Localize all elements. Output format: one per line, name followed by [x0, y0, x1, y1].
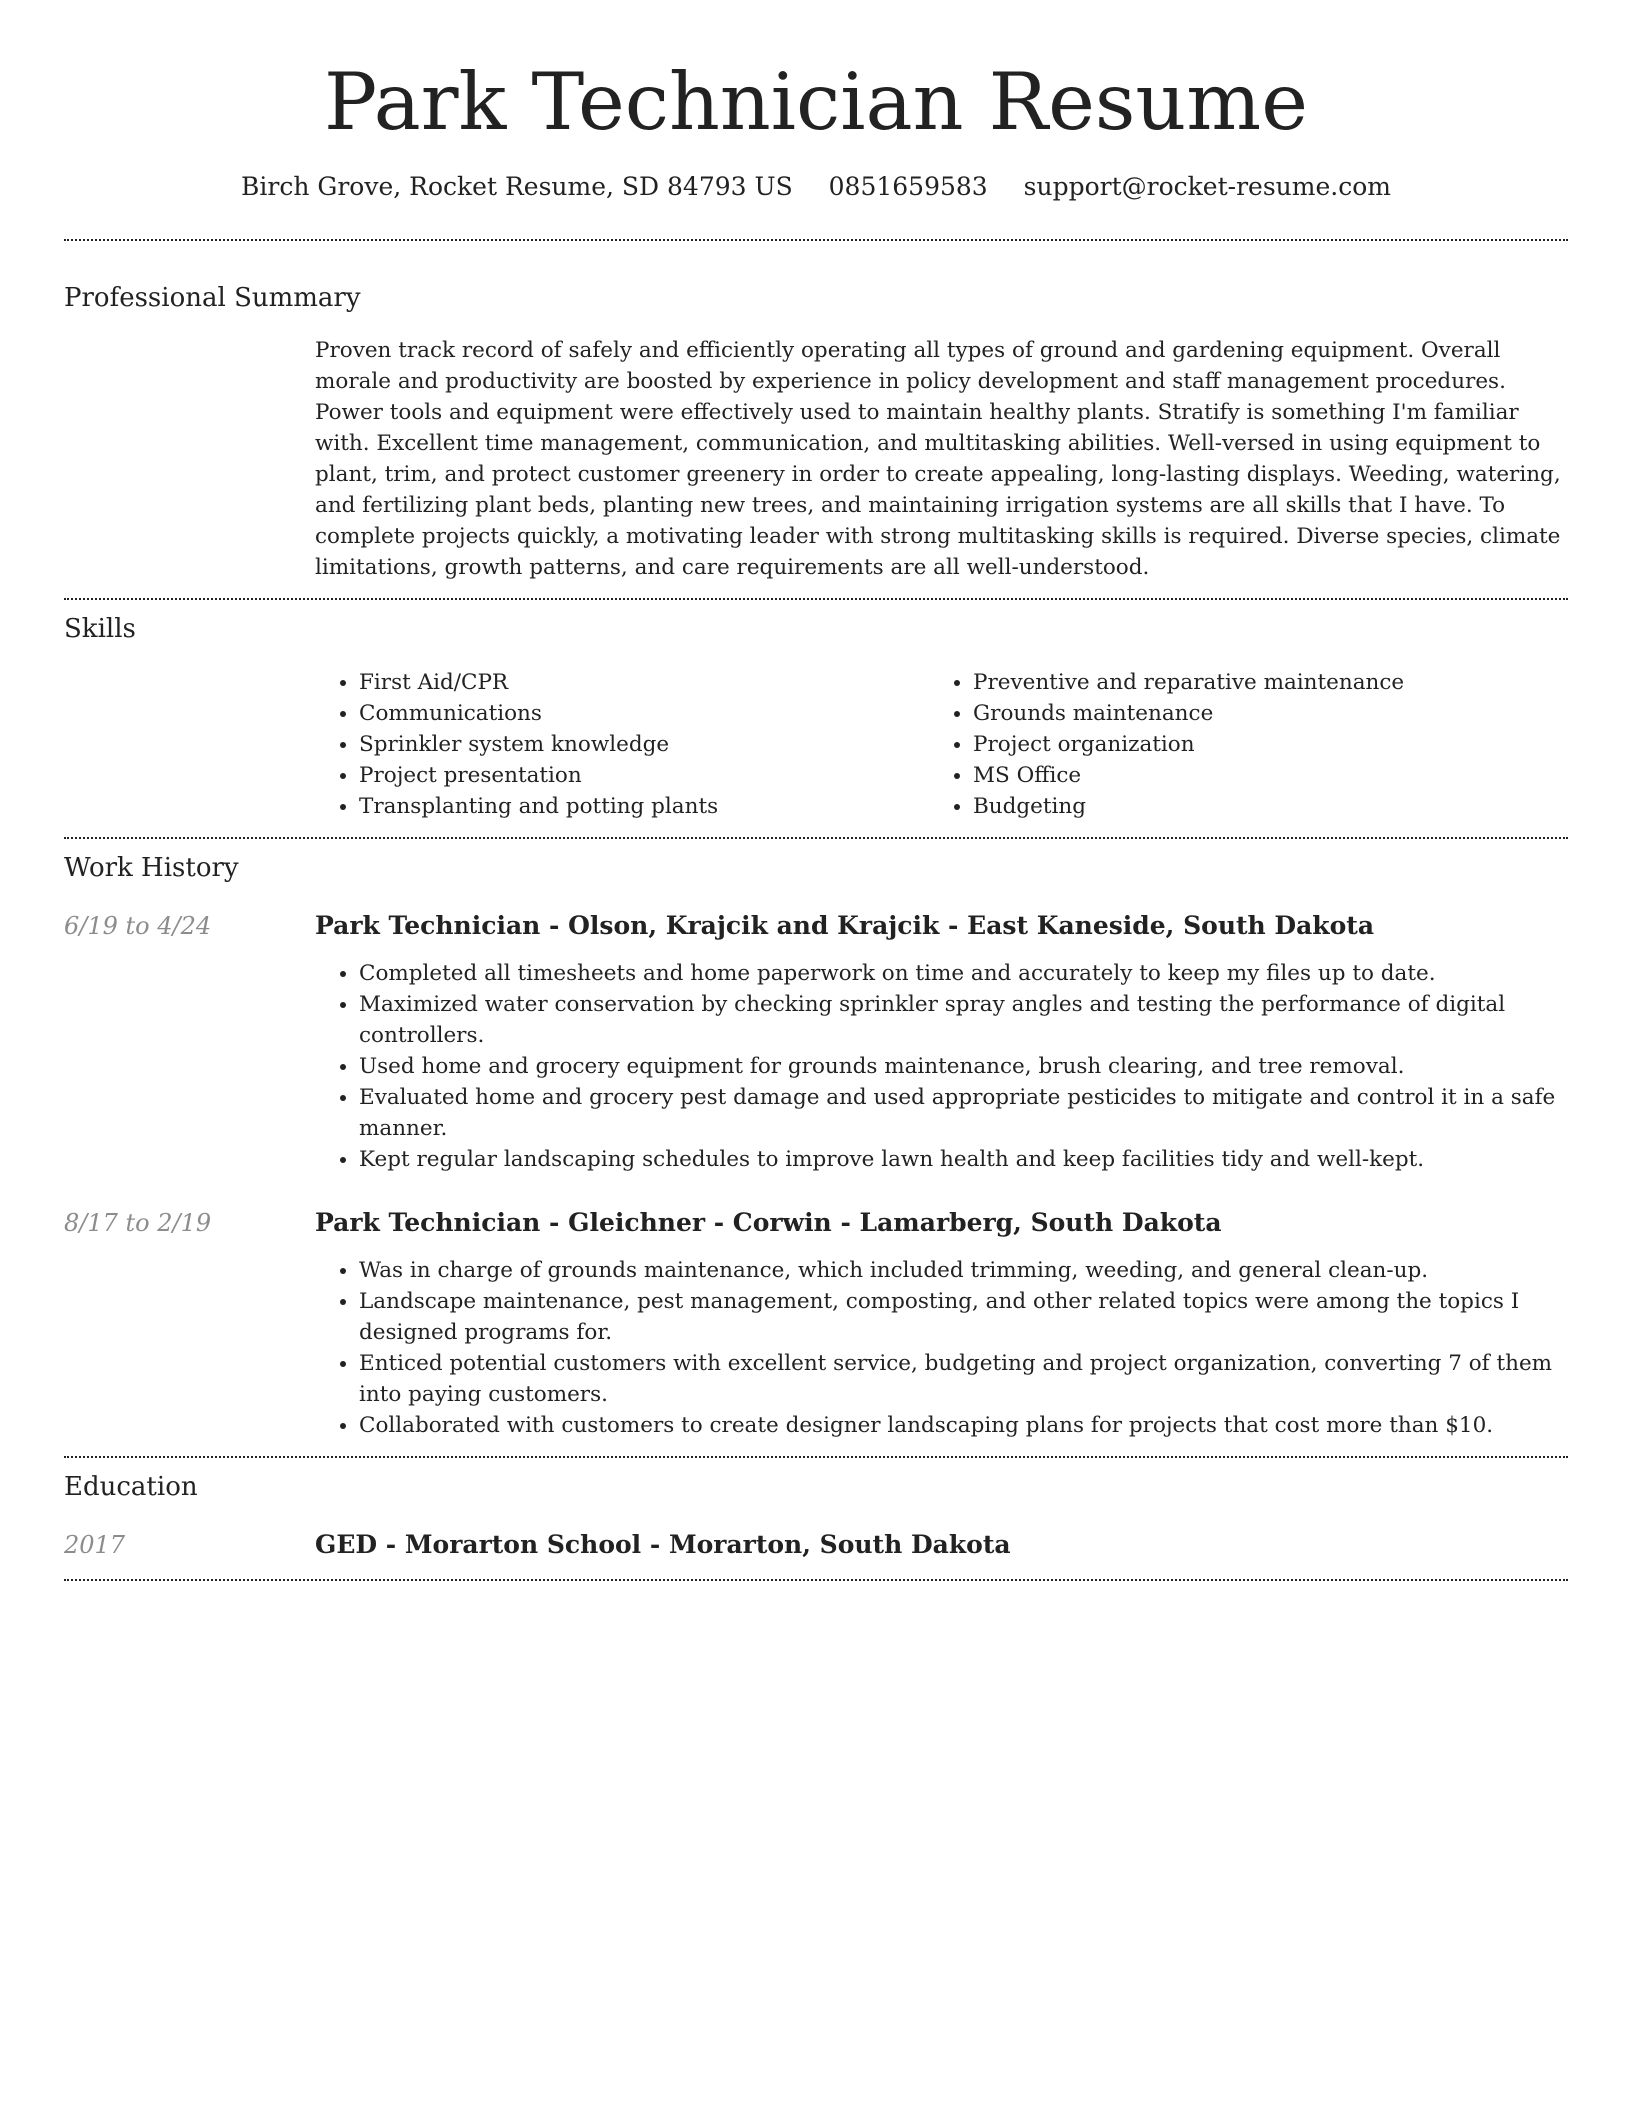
- job-bullet: • Collaborated with customers to create designer landscaping plans for projects that cost more than $10.: [359, 1410, 1568, 1441]
- job-bullet: • Evaluated home and grocery pest damage and used appropriate pesticides to mitigate and control it in a safe manner.: [359, 1082, 1568, 1144]
- job-bullet: • Used home and grocery equipment for grounds maintenance, brush clearing, and tree removal.: [359, 1051, 1568, 1082]
- page-title: Park Technician Resume: [324, 56, 1308, 148]
- skill-item: • Project organization: [973, 729, 1513, 760]
- skill-item: • Budgeting: [973, 791, 1513, 822]
- divider: [64, 1579, 1568, 1581]
- education-title: GED - Morarton School - Morarton, South Dakota: [315, 1530, 1011, 1559]
- contact-phone: 0851659583: [828, 172, 988, 201]
- job-entry: [64, 909, 1568, 1175]
- skill-item: • MS Office: [973, 760, 1513, 791]
- summary-section: [64, 241, 1568, 583]
- skill-item: • Communications: [359, 698, 931, 729]
- education-date: 2017: [64, 1531, 126, 1559]
- skill-item: • Sprinkler system knowledge: [359, 729, 931, 760]
- summary-body: [315, 335, 1568, 583]
- job-title: Park Technician - Olson, Krajcik and Krajcik - East Kaneside, South Dakota: [315, 911, 1375, 940]
- job-bullet: • Maximized water conservation by checking sprinkler spray angles and testing the performance of digital controllers.: [359, 989, 1568, 1051]
- job-bullets: [315, 1255, 1568, 1441]
- education-heading: Education: [64, 1472, 198, 1502]
- skill-item: • Project presentation: [359, 760, 931, 791]
- job-date: 8/17 to 2/19: [64, 1209, 212, 1237]
- job-bullet: • Kept regular landscaping schedules to improve lawn health and keep facilities tidy and well-kept.: [359, 1144, 1568, 1175]
- job-entry: [64, 1206, 1568, 1441]
- job-bullet: • Landscape maintenance, pest management, composting, and other related topics were among the topics I designed programs for.: [359, 1286, 1568, 1348]
- job-date: 6/19 to 4/24: [64, 912, 212, 940]
- skills-section: [64, 600, 1568, 822]
- job-title: Park Technician - Gleichner - Corwin - Lamarberg, South Dakota: [315, 1208, 1222, 1237]
- skills-list-left: [315, 667, 931, 822]
- summary-text: Proven track record of safely and efficiently operating all types of ground and gardening equipment. Overall morale and productivity are boosted by experience in policy development and staff management procedures. Power tools and equipment were effectively used to maintain healthy plants. Stratify is something I'm familiar with. Excellent time management, communication, and multitasking abilities. Well-versed in using equipment to plant, trim, and protect customer greenery in order to create appealing, long-lasting displays. Weeding, watering, and fertilizing plant beds, planting new trees, and maintaining irrigation systems are all skills that I have. To complete projects quickly, a motivating leader with strong multitasking skills is required. Diverse species, climate limitations, growth patterns, and care requirements are all well-understood.: [315, 338, 1561, 580]
- education-section: [64, 1458, 1568, 1562]
- skill-item: • Grounds maintenance: [973, 698, 1513, 729]
- resume-header: [64, 0, 1568, 204]
- contact-email: support@rocket-resume.com: [1023, 172, 1391, 201]
- job-bullet: • Enticed potential customers with excellent service, budgeting and project organization, converting 7 of them into paying customers.: [359, 1348, 1568, 1410]
- summary-heading: Professional Summary: [64, 283, 361, 313]
- education-entry: [64, 1528, 1568, 1562]
- work-heading: Work History: [64, 853, 239, 883]
- skill-item: • First Aid/CPR: [359, 667, 931, 698]
- contact-address: Birch Grove, Rocket Resume, SD 84793 US: [241, 172, 793, 201]
- job-bullet: • Was in charge of grounds maintenance, which included trimming, weeding, and general clean-up.: [359, 1255, 1568, 1286]
- skill-item: • Transplanting and potting plants: [359, 791, 931, 822]
- job-bullets: [315, 958, 1568, 1175]
- skills-list-right: [931, 667, 1513, 822]
- work-section: [64, 839, 1568, 1441]
- skills-body: [315, 667, 1568, 822]
- job-bullet: • Completed all timesheets and home paperwork on time and accurately to keep my files up to date.: [359, 958, 1568, 989]
- skill-item: • Preventive and reparative maintenance: [973, 667, 1513, 698]
- contact-line: [64, 170, 1568, 204]
- skills-heading: Skills: [64, 614, 136, 644]
